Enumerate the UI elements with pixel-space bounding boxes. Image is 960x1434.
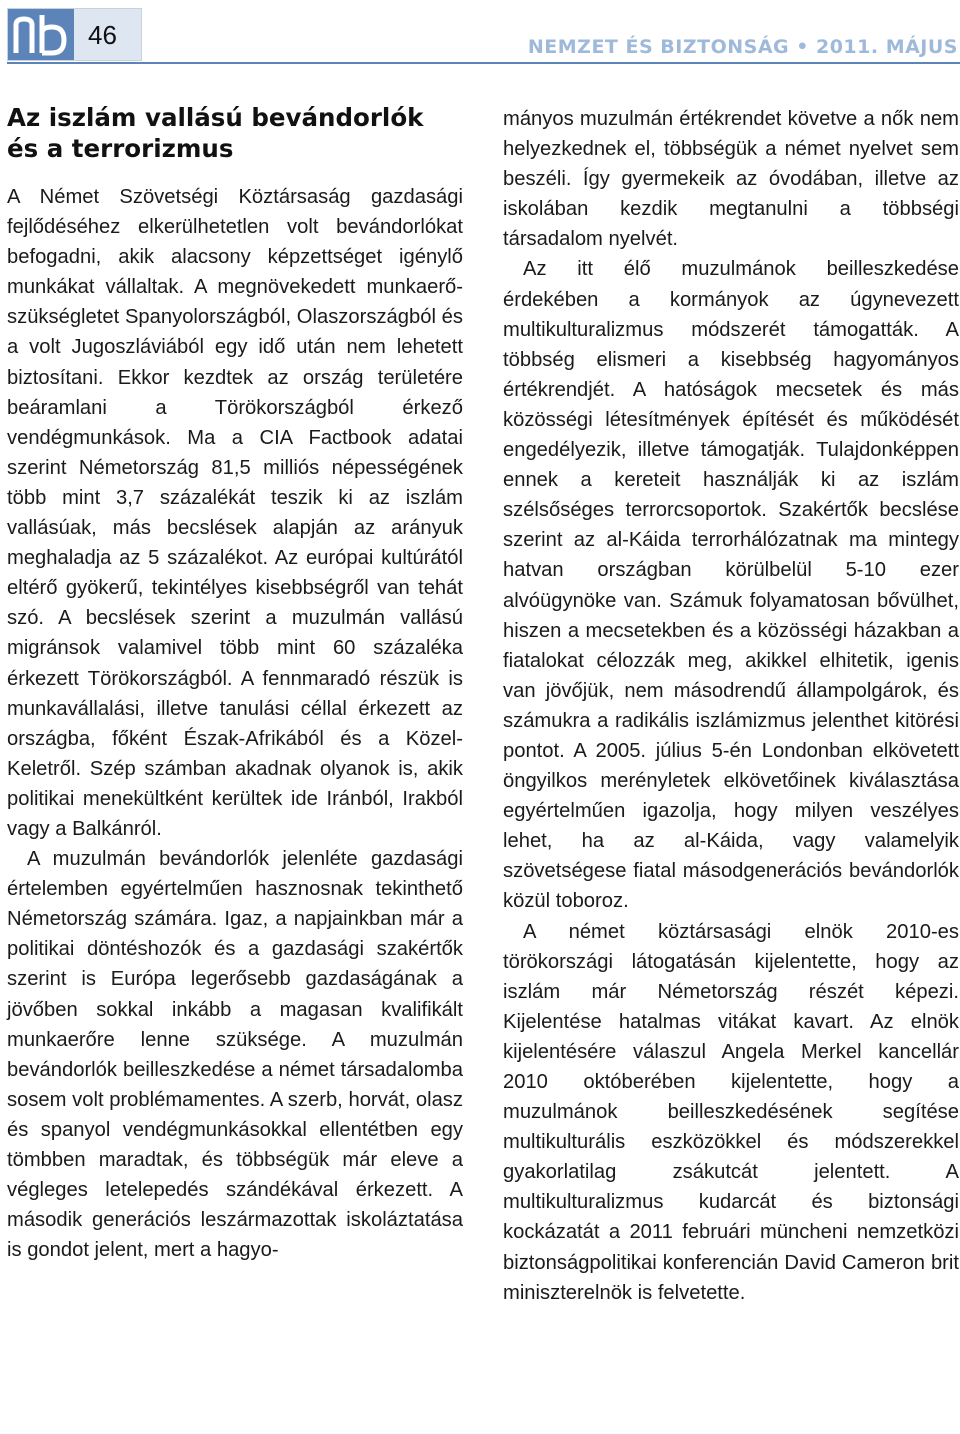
nb-logo-mark xyxy=(8,9,74,60)
body-paragraph: A muzulmán bevándorlók jelenléte gazdasági értelemben egyértelműen hasznosnak tekinthető Németország számára. Igaz, a napjainkban már a politikai döntéshozók és a gazdasági szakértők szerint is Európa legerősebb gazdaságának a jövőben sokkal inkább a magasan kvalifikált munkaerőre lenne szüksége. A muzulmán bevándorlók beilleszkedése a német társadalomba sosem volt problémamentes. A szerb, horvát, olasz és spanyol vendégmunkásokkal ellentétben egy tömbben maradtak, és többségük már eleve a végleges letelepedés szándékával érkezett. A második generációs leszármazottak iskoláztatása is gondot jelent, mert a hagyo- xyxy=(7,848,463,1262)
article-title: Az iszlám vallású bevándorlók és a terrorizmus xyxy=(7,103,424,163)
header-rule xyxy=(7,62,960,64)
running-title: NEMZET ÉS BIZTONSÁG • 2011. MÁJUS xyxy=(527,36,958,58)
body-paragraph: mányos muzulmán értékrendet követve a nők nem helyezkednek el, többségük a német nyelvet sem beszéli. Így gyermekeik az óvodában, illetve az iskolában kezdik megtanulni a többségi társadalom nyelvét. xyxy=(503,108,959,251)
body-paragraph: A Német Szövetségi Köztársaság gazdasági fejlődéséhez elkerülhetetlen volt bevándorlókat befogadni, akik alacsony képzettséget igénylő munkákat vállaltak. A megnövekedett munkaerő-szükségletet Spanyolországból, Olaszországból és a volt Jugoszláviából egy idő után nem lehetett biztosítani. Ekkor kezdtek az ország területére beáramlani a Törökországból érkező vendégmunkások. Ma a CIA Factbook adatai szerint Németország 81,5 milliós népességének több mint 3,7 százalékát teszik ki az iszlám vallásúak, más becslések alapján az arányuk meghaladja az 5 százalékot. Az európai kultúrától eltérő gyökerű, tekintélyes kisebbségről van tehát szó. A becslések szerint a muzulmán vallású migránsok valamivel több mint 60 százaléka érkezett Törökországból. A fennmaradó részük is munkavállalási, illetve tanulási céllal érkezett az országba, főként Észak-Afrikából és a Közel-Keletről. Szép számban akadnak olyanok is, akik politikai menekültként kerültek ide Iránból, Irakból vagy a Balkánról. xyxy=(7,186,463,840)
body-paragraph: Az itt élő muzulmánok beilleszkedése érdekében a kormányok az úgynevezett multikulturalizmus módszerét támogatták. A többség elismeri a kisebbség hagyományos értékrendjét. A hatóságok mecsetek és más közösségi létesítmények építését és működését engedélyezik, illetve támogatják. Tulajdonképpen ennek a kereteit használják ki az iszlám szélsőséges terrorcsoportok. Szakértők becslése szerint az al-Káida terrorhálózatnak ma mintegy hatvan országban körülbelül 5-10 ezer alvóügynöke van. Számuk folyamatosan bővülhet, hiszen a mecsetekben és a közösségi házakban a fiatalokat célozzák meg, akikkel elhitetik, igenis van jövőjük, nem másodrendű állampolgárok, és számukra a radikális iszlámizmus jelenthet kitörési pontot. A 2005. július 5-én Londonban elkövetett öngyilkos merényletek elkövetőinek kiválasztása egyértelműen igazolja, hogy milyen veszélyes lehet, ha az al-Káida, vagy valamelyik szövetségese fiatal másodgenerációs bevándorlók közül toboroz. xyxy=(503,258,959,913)
nb-logo-icon xyxy=(12,13,70,57)
page-number: 46 xyxy=(88,20,117,50)
page-header xyxy=(0,0,960,66)
left-column xyxy=(7,102,463,1265)
journal-logo xyxy=(7,8,142,61)
body-paragraph: A német köztársasági elnök 2010-es törökországi látogatásán kijelentette, hogy az iszlám már Németország részét képezi. Kijelentése hatalmas vitákat kavart. Az elnök kijelentésére válaszul Angela Merkel kancellár 2010 októberében kijelentette, hogy a muzulmánok beilleszkedésének segítése multikulturális eszközökkel és módszerekkel gyakorlatilag zsákutcát jelentett. A multikulturalizmus kudarcát és biztonsági kockázatát a 2011 februári müncheni nemzetközi biztonságpolitikai konferencián David Cameron brit miniszterelnök is felvetette. xyxy=(503,920,959,1304)
right-column xyxy=(503,104,959,1308)
